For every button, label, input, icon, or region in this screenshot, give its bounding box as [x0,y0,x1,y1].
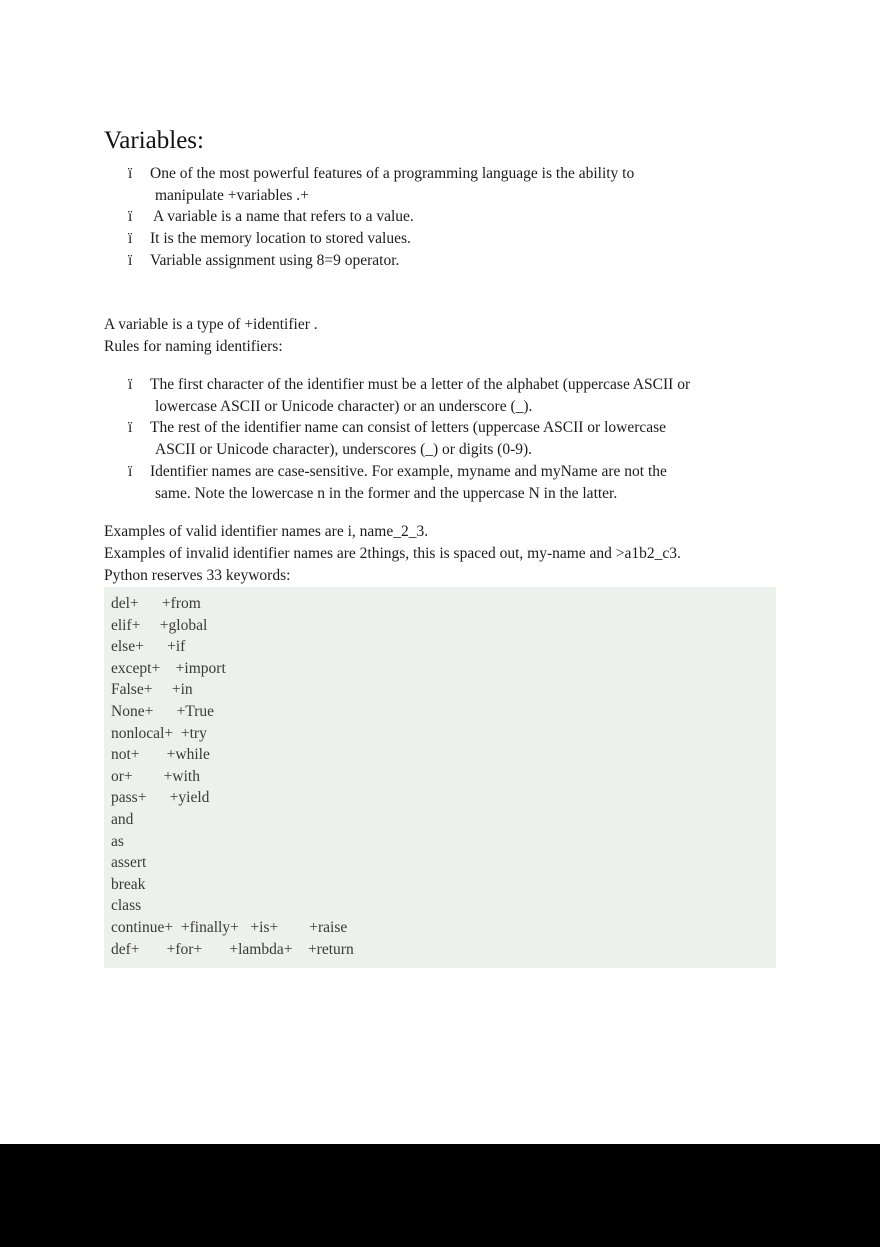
page-title: Variables: [104,127,204,154]
list-item [128,228,688,250]
list-item [128,417,718,460]
bullet-icon: ï [128,165,133,182]
invalid-examples: Examples of invalid identifier names are 2things, this is spaced out, my-name and >a1b2_c3. [104,545,681,562]
list-item-continuation: same. Note the lowercase n in the former and the uppercase N in the latter. [155,484,618,502]
code-line: or+ +with [111,767,200,785]
list-item-text: Variable assignment using 8=9 operator. [150,251,400,269]
list-item [128,206,688,228]
bullet-icon: ï [128,376,133,393]
bullet-icon: ï [128,230,133,248]
code-line: and [111,810,134,828]
list-item-text: It is the memory location to stored values. [150,230,411,248]
list-item-text: The first character of the identifier must be a letter of the alphabet (uppercase ASCII or [150,376,691,393]
list-item-text: One of the most powerful features of a programming language is the ability to [150,165,635,182]
list-item [128,250,688,272]
list-item [128,374,718,417]
keyword-list [111,593,354,960]
code-line: False+ +in [111,681,193,699]
code-line: del+ +from [111,595,201,612]
rules-heading: Rules for naming identifiers: [104,338,283,355]
bullet-icon: ï [128,462,133,480]
bullet-icon: ï [128,419,133,437]
list-item [128,461,718,504]
code-line: continue+ +finally+ +is+ +raise [111,918,348,936]
code-line: assert [111,854,147,872]
code-line: None+ +True [111,702,215,720]
keywords-intro: Python reserves 33 keywords: [104,567,291,584]
list-item-text: The rest of the identifier name can consist of letters (uppercase ASCII or lowercase [150,419,667,437]
identifier-definition: A variable is a type of +identifier . [104,316,318,333]
code-line: elif+ +global [111,616,208,634]
bottom-black-bar [0,1144,880,1247]
code-line: def+ +for+ +lambda+ +return [111,940,354,958]
code-line: class [111,897,142,915]
list-item-text: Identifier names are case-sensitive. For example, myname and myName are not the [150,462,667,480]
bullet-icon: ï [128,208,133,226]
list-item [128,163,688,206]
list-item-continuation: lowercase ASCII or Unicode character) or an underscore (_). [155,397,533,415]
rules-bullet-list [128,374,718,504]
valid-examples: Examples of valid identifier names are i, name_2_3. [104,523,429,540]
list-item-text: A variable is a name that refers to a value. [153,208,414,226]
keywords-code-block [104,587,776,968]
list-item-continuation: manipulate +variables .+ [155,186,309,204]
code-line: except+ +import [111,659,226,677]
code-line: else+ +if [111,638,186,656]
code-line: as [111,832,124,850]
code-line: not+ +while [111,746,210,764]
code-line: pass+ +yield [111,789,210,807]
bullet-icon: ï [128,251,133,269]
code-line: break [111,875,146,893]
intro-bullet-list [128,163,688,272]
list-item-continuation: ASCII or Unicode character), underscores (_) or digits (0-9). [155,441,533,459]
code-line: nonlocal+ +try [111,724,207,742]
